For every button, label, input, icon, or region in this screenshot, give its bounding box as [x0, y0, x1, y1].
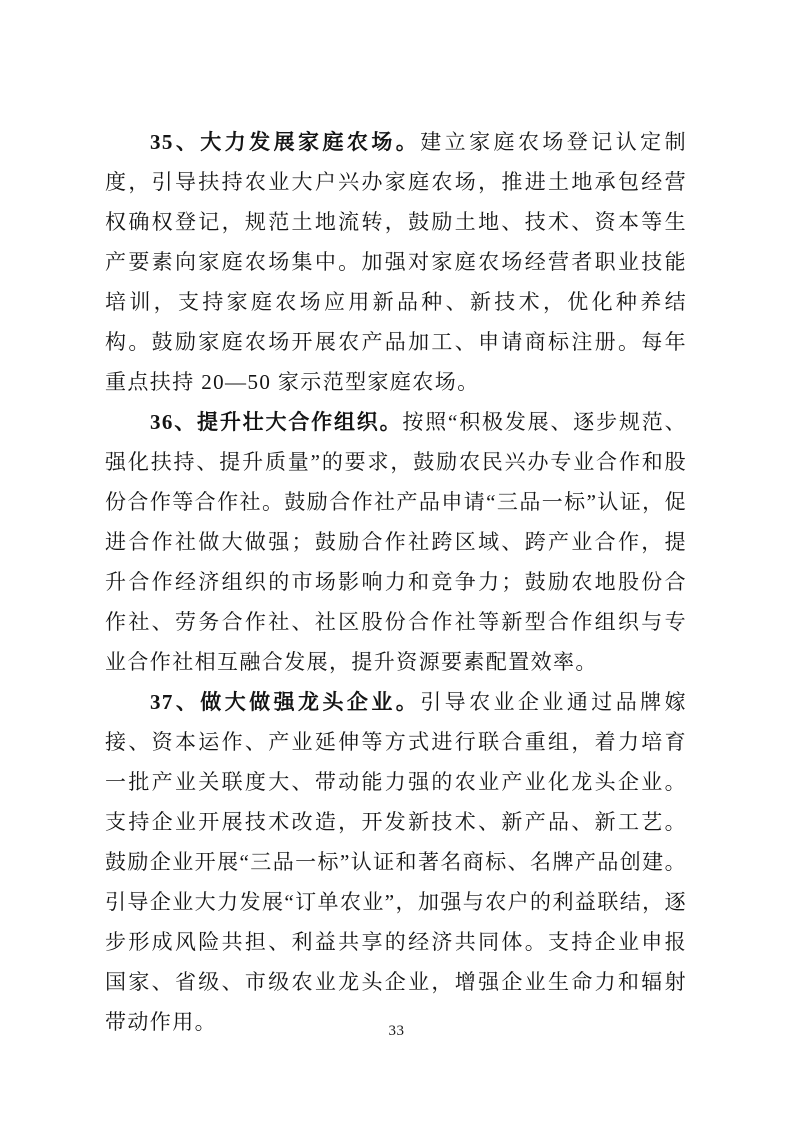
paragraph-37 [105, 682, 687, 1042]
paragraph-37-text: 引导农业企业通过品牌嫁接、资本运作、产业延伸等方式进行联合重组，着力培育一批产业关联度大、带动能力强的农业产业化龙头企业。支持企业开展技术改造，开发新技术、新产品、新工艺。鼓励企业开展“三品一标”认证和著名商标、名牌产品创建。引导企业大力发展“订单农业”，加强与农户的利益联结，逐步形成风险共担、利益共享的经济共同体。支持企业申报国家、省级、市级农业龙头企业，增强企业生命力和辐射带动作用。 [105, 690, 687, 1034]
paragraph-36-text: 按照“积极发展、逐步规范、强化扶持、提升质量”的要求，鼓励农民兴办专业合作和股份合作等合作社。鼓励合作社产品申请“三品一标”认证，促进合作社做大做强；鼓励合作社跨区域、跨产业合作，提升合作经济组织的市场影响力和竞争力；鼓励农地股份合作社、劳务合作社、社区股份合作社等新型合作组织与专业合作社相互融合发展，提升资源要素配置效率。 [105, 410, 687, 674]
paragraph-36-heading: 36、提升壮大合作组织。 [150, 410, 403, 434]
document-body [105, 122, 687, 1042]
page-number: 33 [388, 1023, 405, 1039]
paragraph-35 [105, 122, 687, 402]
paragraph-36 [105, 402, 687, 682]
paragraph-35-text: 建立家庭农场登记认定制度，引导扶持农业大户兴办家庭农场，推进土地承包经营权确权登记，规范土地流转，鼓励土地、技术、资本等生产要素向家庭农场集中。加强对家庭农场经营者职业技能培训，支持家庭农场应用新品种、新技术，优化种养结构。鼓励家庭农场开展农产品加工、申请商标注册。每年重点扶持 20—50 家示范型家庭农场。 [105, 130, 687, 394]
paragraph-35-heading: 35、大力发展家庭农场。 [150, 130, 421, 154]
paragraph-37-heading: 37、做大做强龙头企业。 [150, 690, 421, 714]
